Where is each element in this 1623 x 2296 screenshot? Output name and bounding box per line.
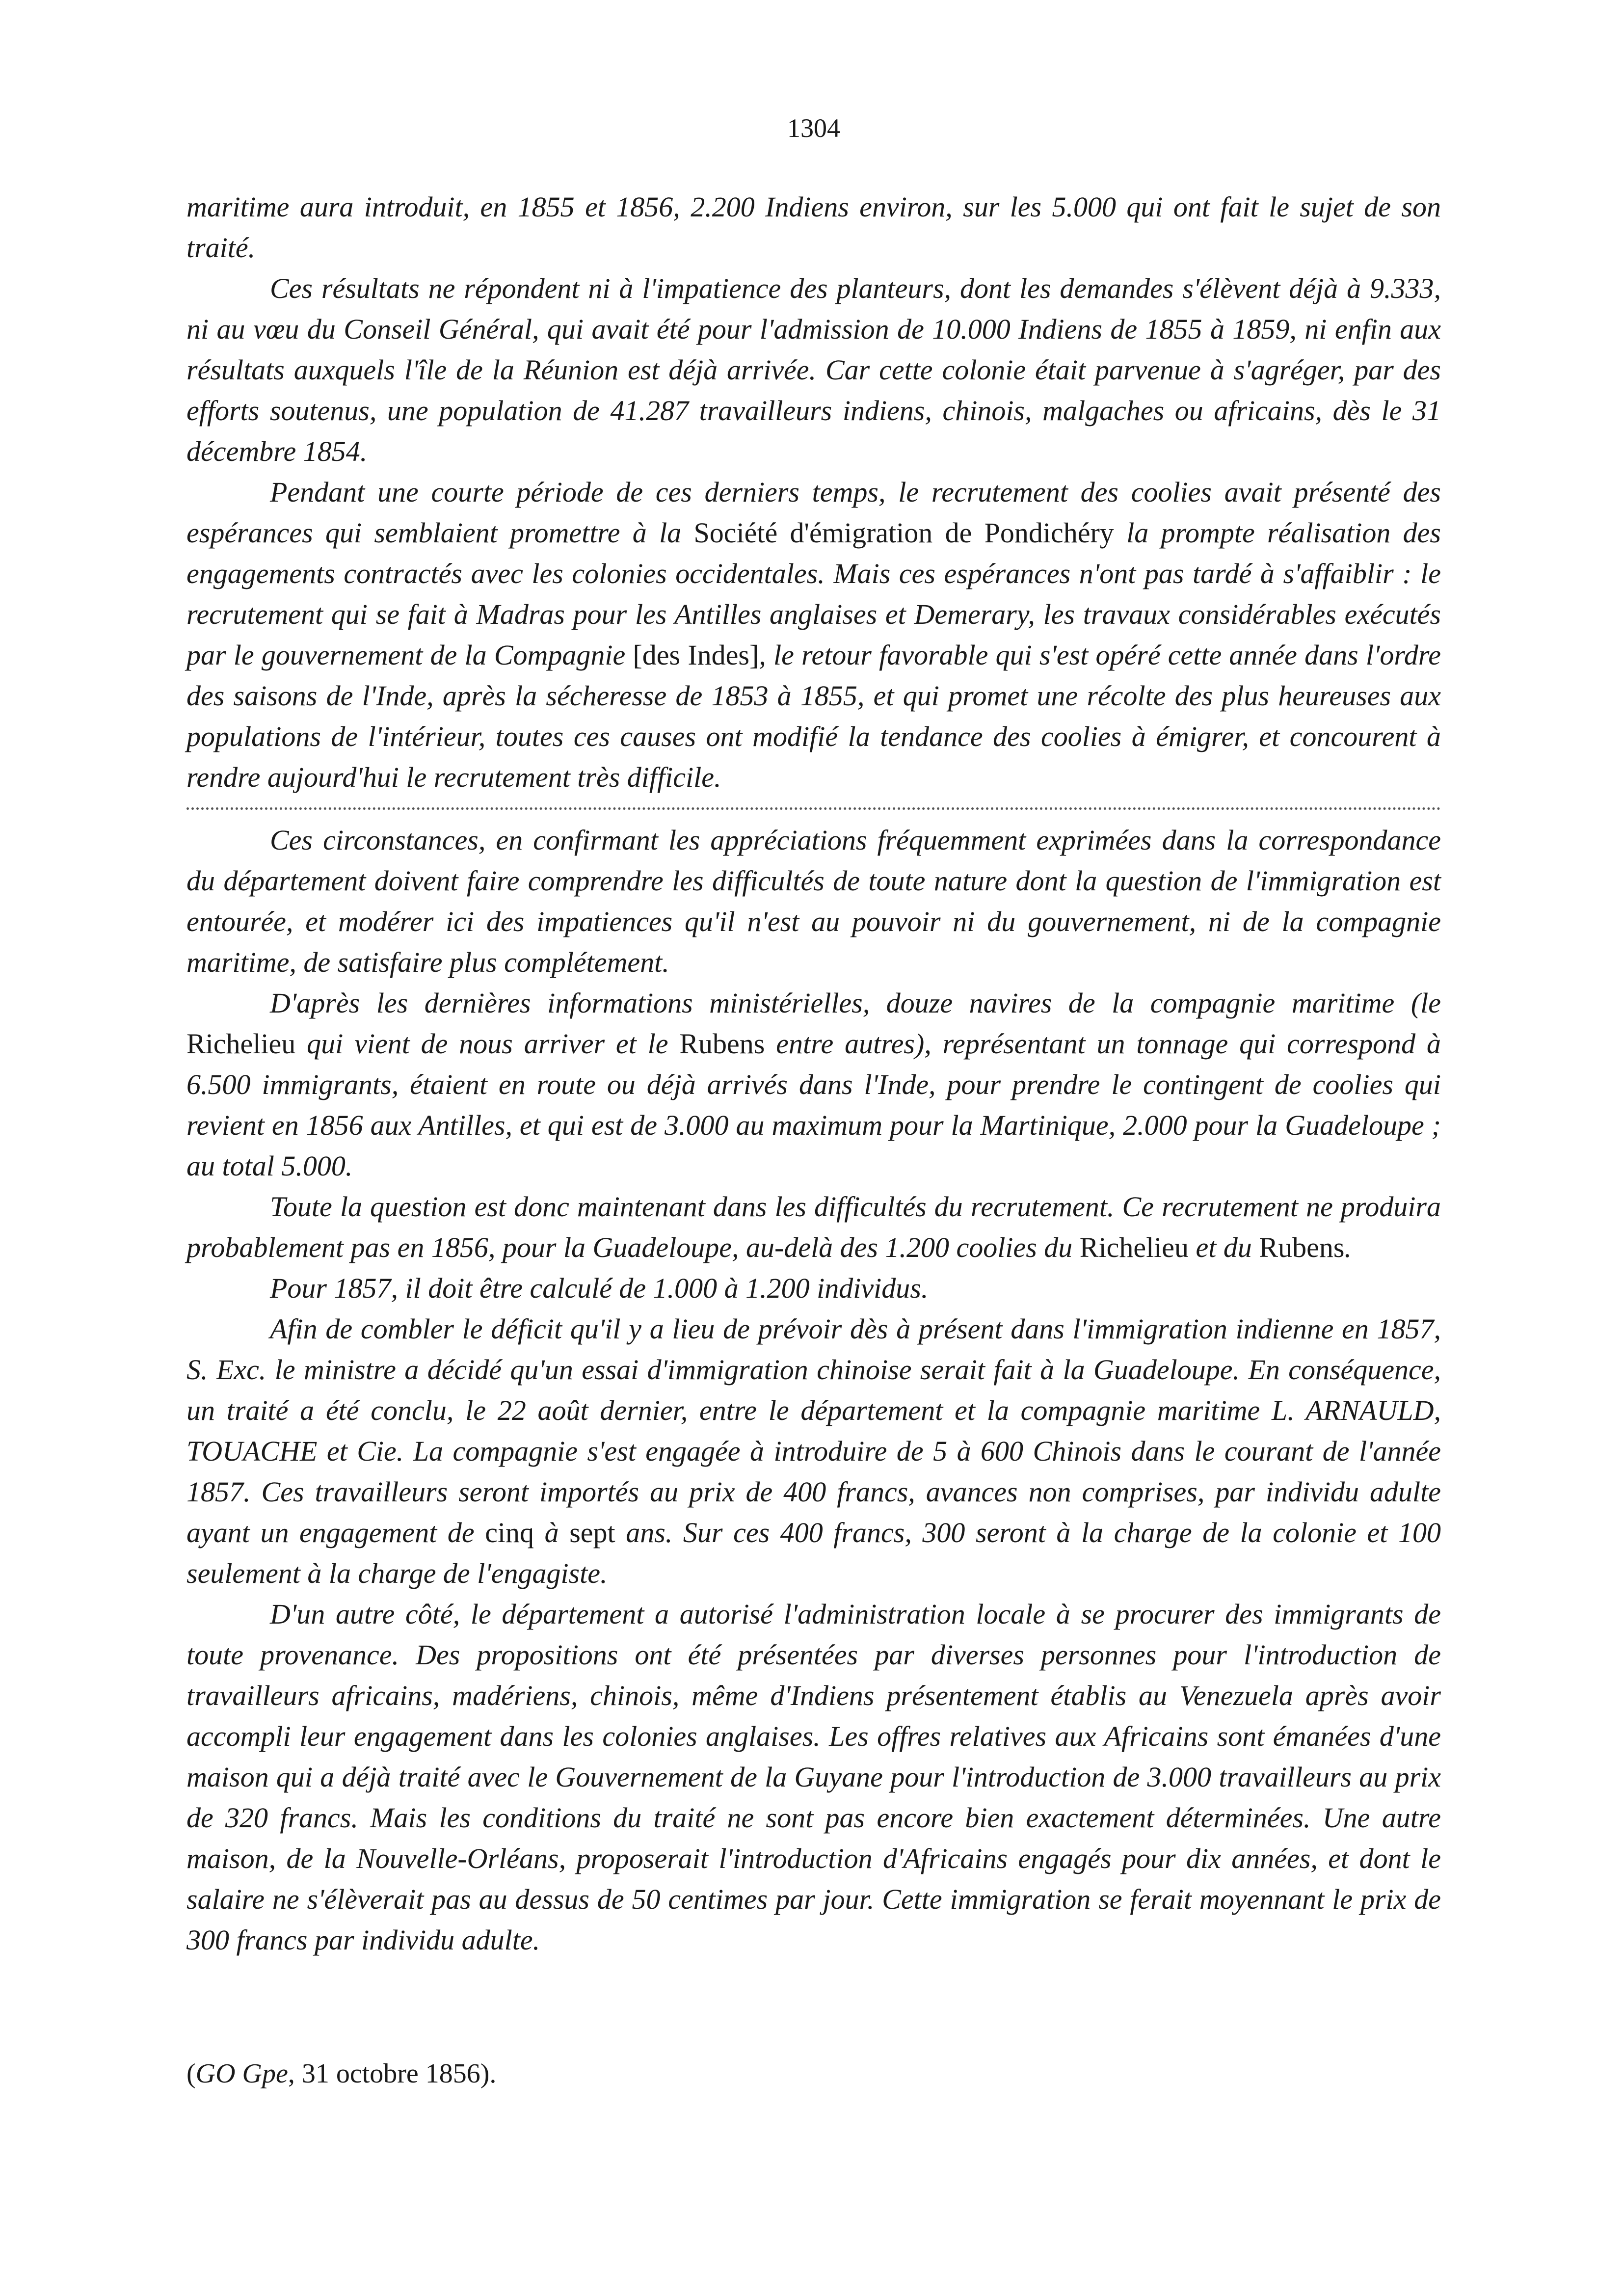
paragraph-text: D'après les dernières informations ministérielles, douze navires de la compagnie maritime (le <box>270 987 1441 1019</box>
ship-name: Richelieu <box>186 1028 296 1060</box>
emphasis-word: sept <box>569 1517 615 1548</box>
ship-name: Richelieu <box>1079 1231 1189 1263</box>
source-citation <box>186 2054 496 2093</box>
paragraph <box>186 1308 1441 1594</box>
citation-text: ( <box>186 2058 196 2089</box>
paragraph-text: et du <box>1189 1231 1259 1263</box>
ship-name: Rubens <box>1259 1231 1345 1263</box>
paragraph-text: qui vient de nous arriver et le <box>295 1028 680 1060</box>
paragraph <box>186 983 1441 1186</box>
page-number: 1304 <box>787 113 840 143</box>
paragraph-text: la prompte réalisation des engagements contractés avec les colonies occidentales. Mais ces espérances n'ont pas tardé à s'affaiblir : le recrutement qui se fait à Madras pour les Antilles anglaises et Demerary, les travaux considérables exécutés par le gouvernement de la Compagnie <box>186 517 1441 671</box>
paragraph-text: entre autres), représentant un tonnage qui correspond à 6.500 immigrants, étaient en route ou déjà arrivés dans l'Inde, pour prendre le contingent de coolies qui revient en 1856 aux Antilles, et qui est de 3.000 au maximum pour la Martinique, 2.000 pour la Guadeloupe ; au total 5.000. <box>186 1028 1441 1182</box>
paragraph <box>186 1186 1441 1268</box>
ship-name: Rubens <box>679 1028 765 1060</box>
paragraph-text: à <box>534 1517 570 1548</box>
paragraph: Ces circonstances, en confirmant les appréciations fréquemment exprimées dans la correspondance du département doivent faire comprendre les difficultés de toute nature dont la question de l'immigration est entourée, et modérer ici des impatiences qu'il n'est au pouvoir ni du gouvernement, ni de la compagnie maritime, de satisfaire plus complétement. <box>186 824 1441 978</box>
text-block-2 <box>186 820 1441 1960</box>
paragraph-text: , le retour favorable qui s'est opéré cette année dans l'ordre des saisons de l'Inde, après la sécheresse de 1853 à 1855, et qui promet une récolte des plus heureuses aux populations de l'intérieur, toutes ces causes ont modifié la tendance des coolies à émigrer, et concourent à rendre aujourd'hui le recrutement très difficile. <box>186 639 1441 793</box>
paragraph-text: Pendant une courte période de ces derniers temps, le recrutement des coolies avait présenté des espérances qui semblaient promettre à la <box>186 476 1441 549</box>
society-name: Société d'émigration de Pondichéry <box>693 517 1114 549</box>
dotted-separator <box>186 807 1441 810</box>
paragraph: D'un autre côté, le département a autorisé l'administration locale à se procurer des immigrants de toute provenance. Des propositions ont été présentées par diverses personnes pour l'introduction de travailleurs africains, madériens, chinois, même d'Indiens présentement établis au Venezuela après avoir accompli leur engagement dans les colonies anglaises. Les offres relatives aux Africains sont émanées d'une maison qui a déjà traité avec le Gouvernement de la Guyane pour l'introduction de 3.000 travailleurs au prix de 320 francs. Mais les conditions du traité ne sont pas encore bien exactement déterminées. Une autre maison, de la Nouvelle-Orléans, proposerait l'introduction d'Africains engagés pour dix années, et dont le salaire ne s'élèverait pas au dessus de 50 centimes par jour. Cette immigration se ferait moyennant le prix de 300 francs par individu adulte. <box>186 1598 1441 1956</box>
emphasis-word: cinq <box>485 1517 534 1548</box>
journal-abbreviation: GO Gpe <box>195 2058 288 2089</box>
paragraph: maritime aura introduit, en 1855 et 1856, 2.200 Indiens environ, sur les 5.000 qui ont fait le sujet de son traité. <box>186 191 1441 264</box>
text-block-1 <box>186 187 1441 798</box>
paragraph-text: Toute la question est donc maintenant dans les difficultés du recrutement. Ce recrutement ne produira probablement pas en 1856, pour la Guadeloupe, au-delà des 1.200 coolies du <box>186 1191 1441 1263</box>
document-page <box>186 0 1441 2296</box>
paragraph-text: ans. Sur ces 400 francs, 300 seront à la charge de la colonie et 100 seulement à la charge de l'engagiste. <box>186 1517 1441 1589</box>
paragraph-text: . <box>1344 1231 1352 1263</box>
paragraph <box>186 472 1441 798</box>
paragraph: Ces résultats ne répondent ni à l'impatience des planteurs, dont les demandes s'élèvent déjà à 9.333, ni au vœu du Conseil Général, qui avait été pour l'admission de 10.000 Indiens de 1855 à 1859, ni enfin aux résultats auxquels l'île de la Réunion est déjà arrivée. Car cette colonie était parvenue à s'agréger, par des efforts soutenus, une population de 41.287 travailleurs indiens, chinois, malgaches ou africains, dès le 31 décembre 1854. <box>186 272 1441 467</box>
paragraph: Pour 1857, il doit être calculé de 1.000 à 1.200 individus. <box>270 1272 929 1304</box>
citation-text: , 31 octobre 1856). <box>288 2058 497 2089</box>
editorial-insertion: [des Indes] <box>633 639 759 671</box>
paragraph-text: Afin de combler le déficit qu'il y a lieu de prévoir dès à présent dans l'immigration indienne en 1857, S. Exc. le ministre a décidé qu'un essai d'immigration chinoise serait fait à la Guadeloupe. En conséquence, un traité a été conclu, le 22 août dernier, entre le département et la compagnie maritime L. ARNAULD, TOUACHE et Cie. La compagnie s'est engagée à introduire de 5 à 600 Chinois dans le courant de l'année 1857. Ces travailleurs seront importés au prix de 400 francs, avances non comprises, par individu adulte ayant un engagement de <box>186 1313 1441 1548</box>
